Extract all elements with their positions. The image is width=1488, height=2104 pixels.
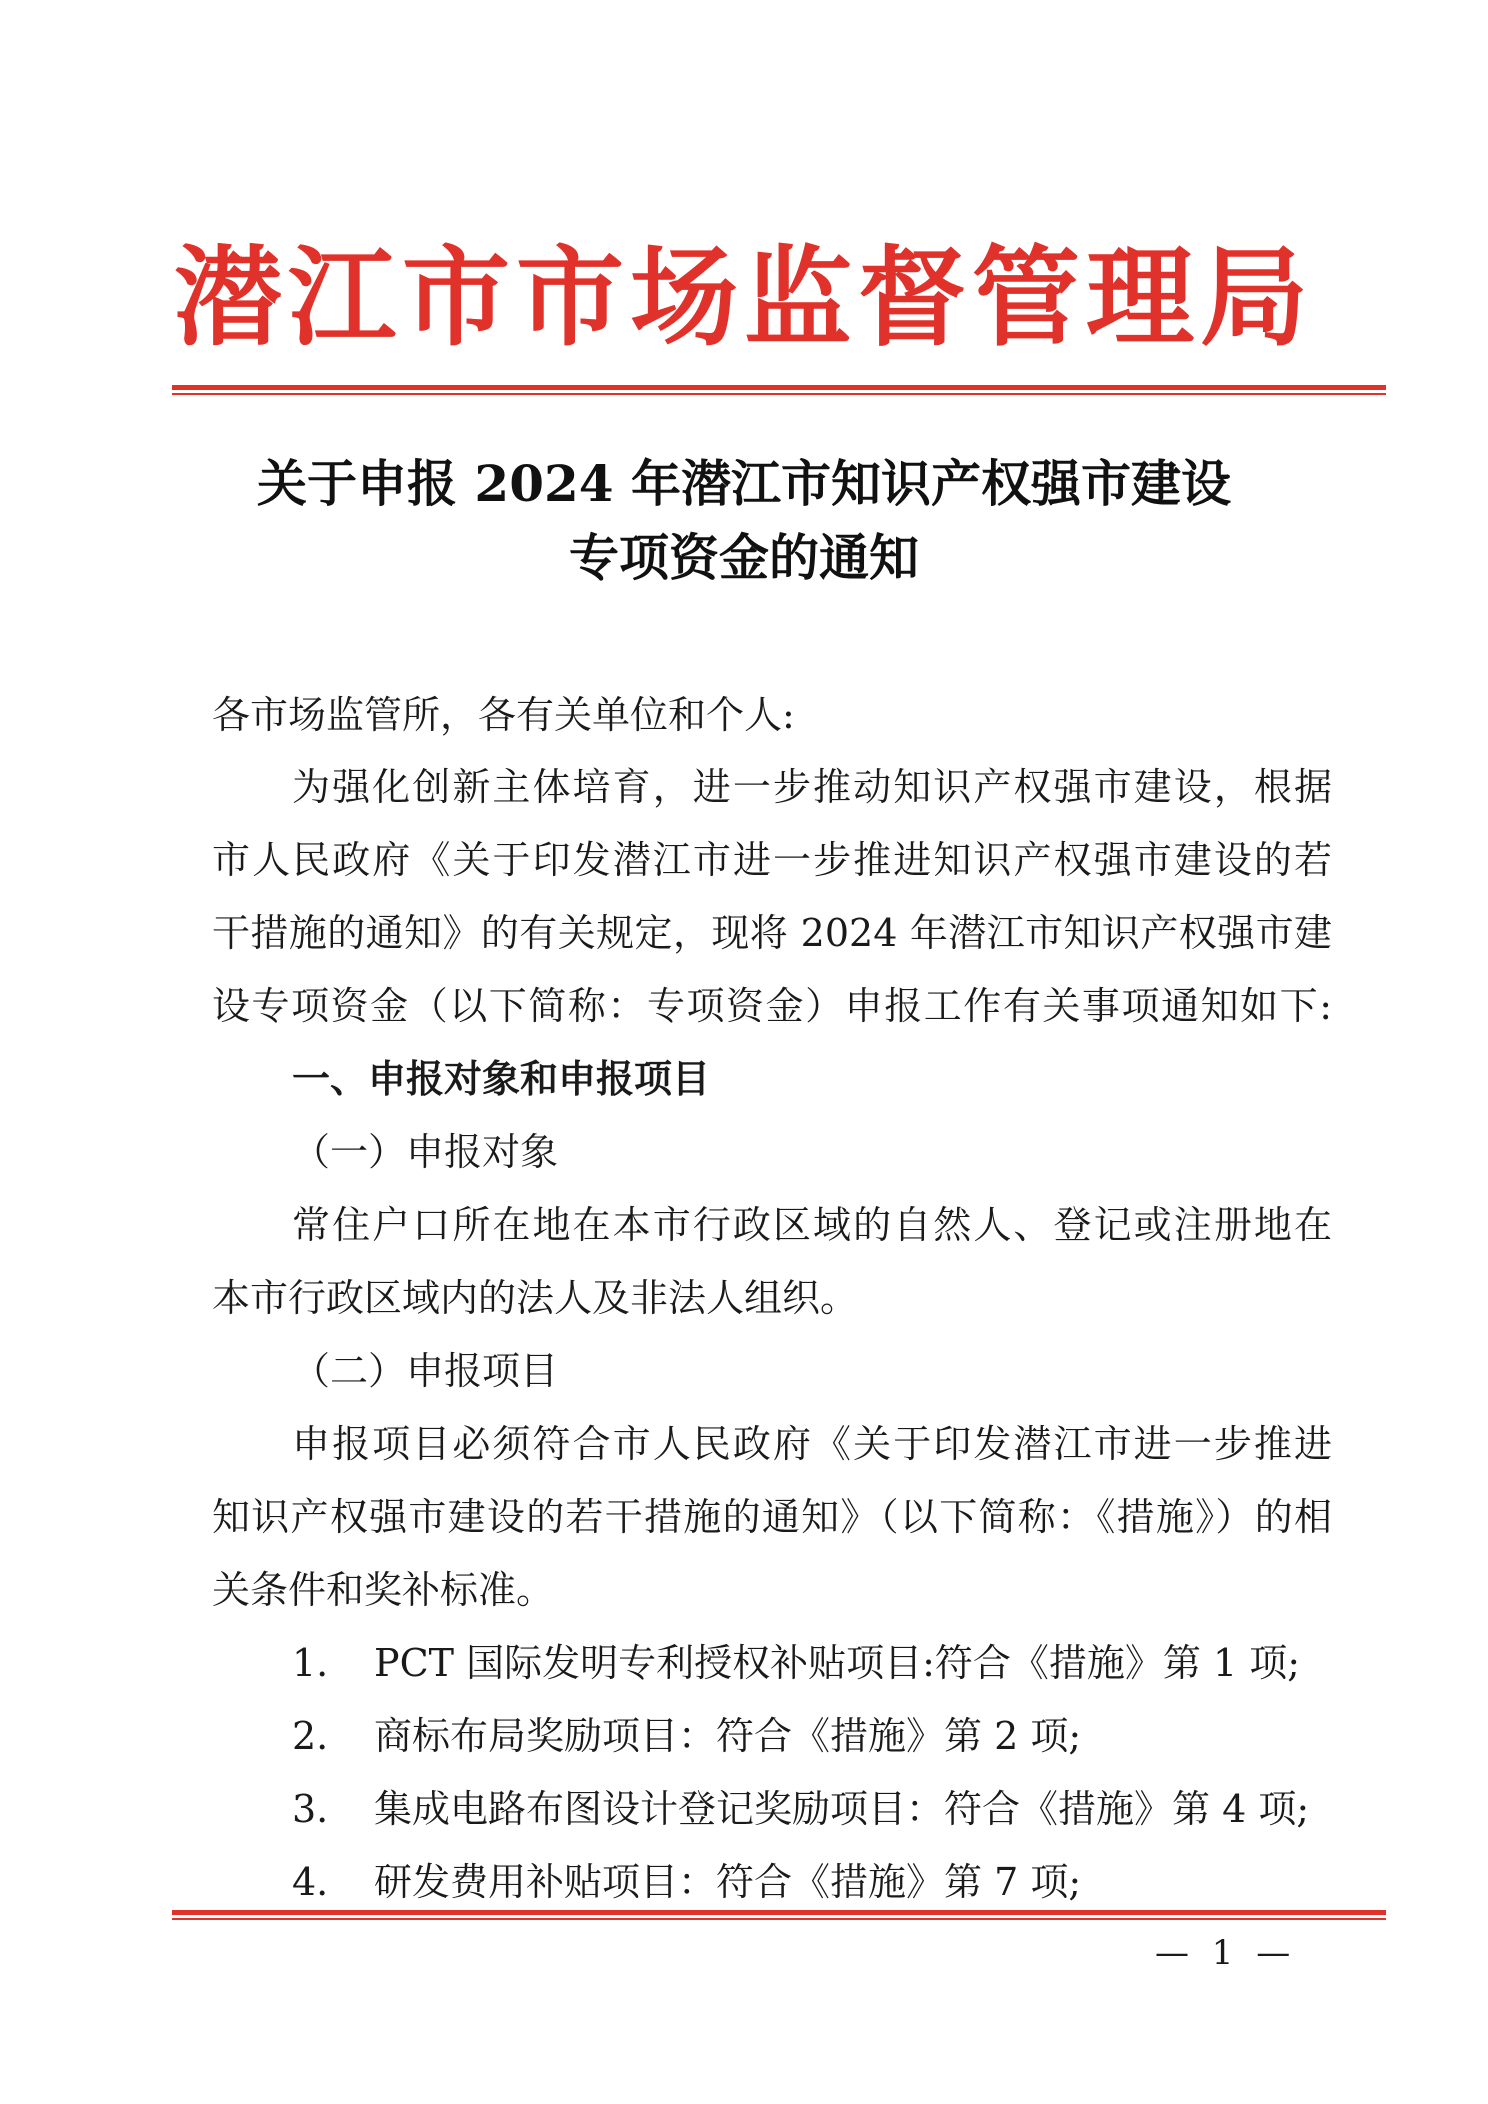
subsection-heading: （二）申报项目 <box>292 1349 559 1393</box>
letterhead-rule-thick <box>172 385 1386 390</box>
document-title-line-2: 专项资金的通知 <box>569 528 919 587</box>
list-item-number: 1. <box>292 1641 329 1685</box>
salutation: 各市场监管所，各有关单位和个人: <box>212 693 795 737</box>
page-number: — 1 — <box>1155 1933 1297 1973</box>
list-item-number: 4. <box>292 1860 329 1904</box>
footer-rule-thick <box>172 1910 1386 1915</box>
intro-paragraph-line: 为强化创新主体培育，进一步推动知识产权强市建设，根据 <box>292 765 1332 809</box>
section-heading: 一、申报对象和申报项目 <box>292 1057 711 1101</box>
subsection-paragraph-line: 关条件和奖补标准。 <box>212 1568 555 1612</box>
list-item-text: PCT 国际发明专利授权补贴项目:符合《措施》第 1 项; <box>374 1641 1301 1685</box>
intro-paragraph-line: 市人民政府《关于印发潜江市进一步推进知识产权强市建设的若 <box>212 838 1332 882</box>
agency-letterhead: 潜江市市场监督管理局 <box>173 235 1314 361</box>
subsection-paragraph-line: 常住户口所在地在本市行政区域的自然人、登记或注册地在 <box>292 1203 1332 1247</box>
intro-paragraph-line: 干措施的通知》的有关规定，现将 2024 年潜江市知识产权强市建 <box>212 911 1332 955</box>
list-item-text: 商标布局奖励项目：符合《措施》第 2 项; <box>374 1714 1082 1758</box>
document-title-line-1: 关于申报 2024 年潜江市知识产权强市建设 <box>257 454 1231 513</box>
list-item-number: 2. <box>292 1714 329 1758</box>
list-item-text: 研发费用补贴项目：符合《措施》第 7 项; <box>374 1860 1082 1904</box>
subsection-heading: （一）申报对象 <box>292 1130 559 1174</box>
subsection-paragraph-line: 申报项目必须符合市人民政府《关于印发潜江市进一步推进 <box>292 1422 1332 1466</box>
letterhead-rule-thin <box>172 393 1386 395</box>
list-item-text: 集成电路布图设计登记奖励项目：符合《措施》第 4 项; <box>374 1787 1310 1831</box>
footer-rule-thin <box>172 1918 1386 1920</box>
list-item-number: 3. <box>292 1787 329 1831</box>
subsection-paragraph-line: 本市行政区域内的法人及非法人组织。 <box>212 1276 859 1320</box>
intro-paragraph-line: 设专项资金（以下简称：专项资金）申报工作有关事项通知如下: <box>212 984 1332 1028</box>
subsection-paragraph-line: 知识产权强市建设的若干措施的通知》（以下简称：《措施》）的相 <box>212 1495 1332 1539</box>
